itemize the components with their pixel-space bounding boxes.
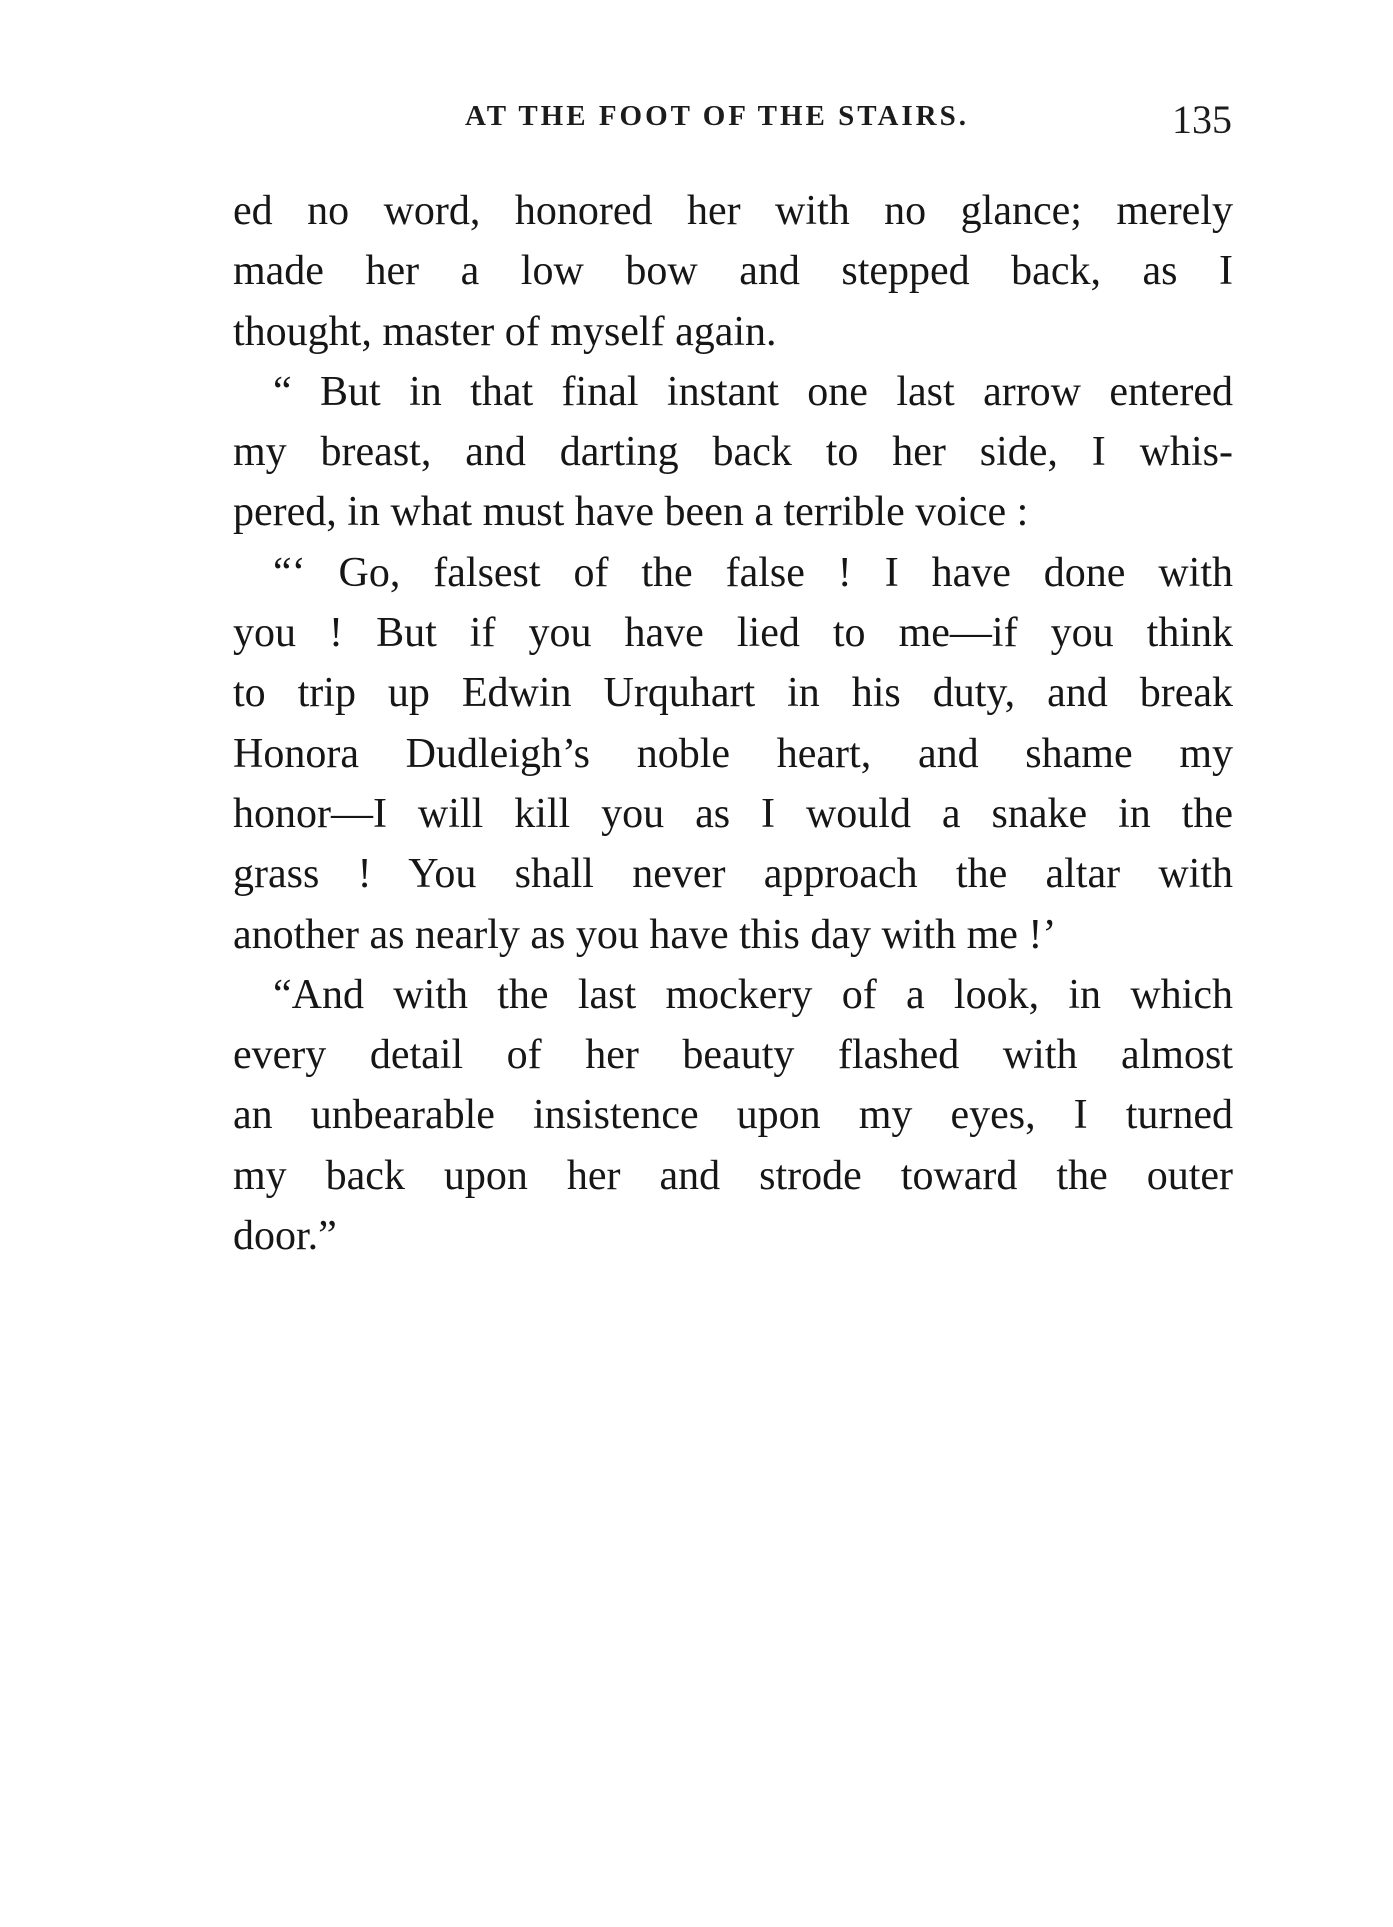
text-line: ed no word, honored her with no glance; merely	[233, 188, 1233, 234]
text-line: to trip up Edwin Urquhart in his duty, and break	[233, 670, 1233, 717]
text-line: you ! But if you have lied to me—if you think	[233, 610, 1233, 657]
page-number: 135	[1172, 97, 1232, 142]
text-line: thought, master of myself again.	[233, 308, 777, 355]
text-line: another as nearly as you have this day with me !’	[233, 911, 1057, 958]
text-line: an unbearable insistence upon my eyes, I turned	[233, 1092, 1233, 1139]
text-line: my breast, and darting back to her side, I whis-	[233, 429, 1233, 476]
text-line: “And with the last mockery of a look, in which	[273, 971, 1233, 1018]
body-text	[233, 181, 1233, 1266]
text-line: “ But in that final instant one last arrow entered	[273, 368, 1233, 415]
text-line: made her a low bow and stepped back, as I	[233, 248, 1233, 295]
text-line: every detail of her beauty flashed with almost	[233, 1032, 1233, 1079]
text-line: my back upon her and strode toward the outer	[233, 1152, 1233, 1199]
text-line: grass ! You shall never approach the altar with	[233, 851, 1233, 898]
text-line: pered, in what must have been a terrible voice :	[233, 489, 1029, 536]
text-line: Honora Dudleigh’s noble heart, and shame my	[233, 730, 1233, 777]
text-line: door.”	[233, 1213, 337, 1260]
running-title: AT THE FOOT OF THE STAIRS.	[465, 100, 970, 132]
text-line: “‘ Go, falsest of the false ! I have done with	[273, 549, 1233, 596]
text-line: honor—I will kill you as I would a snake in the	[233, 790, 1233, 837]
